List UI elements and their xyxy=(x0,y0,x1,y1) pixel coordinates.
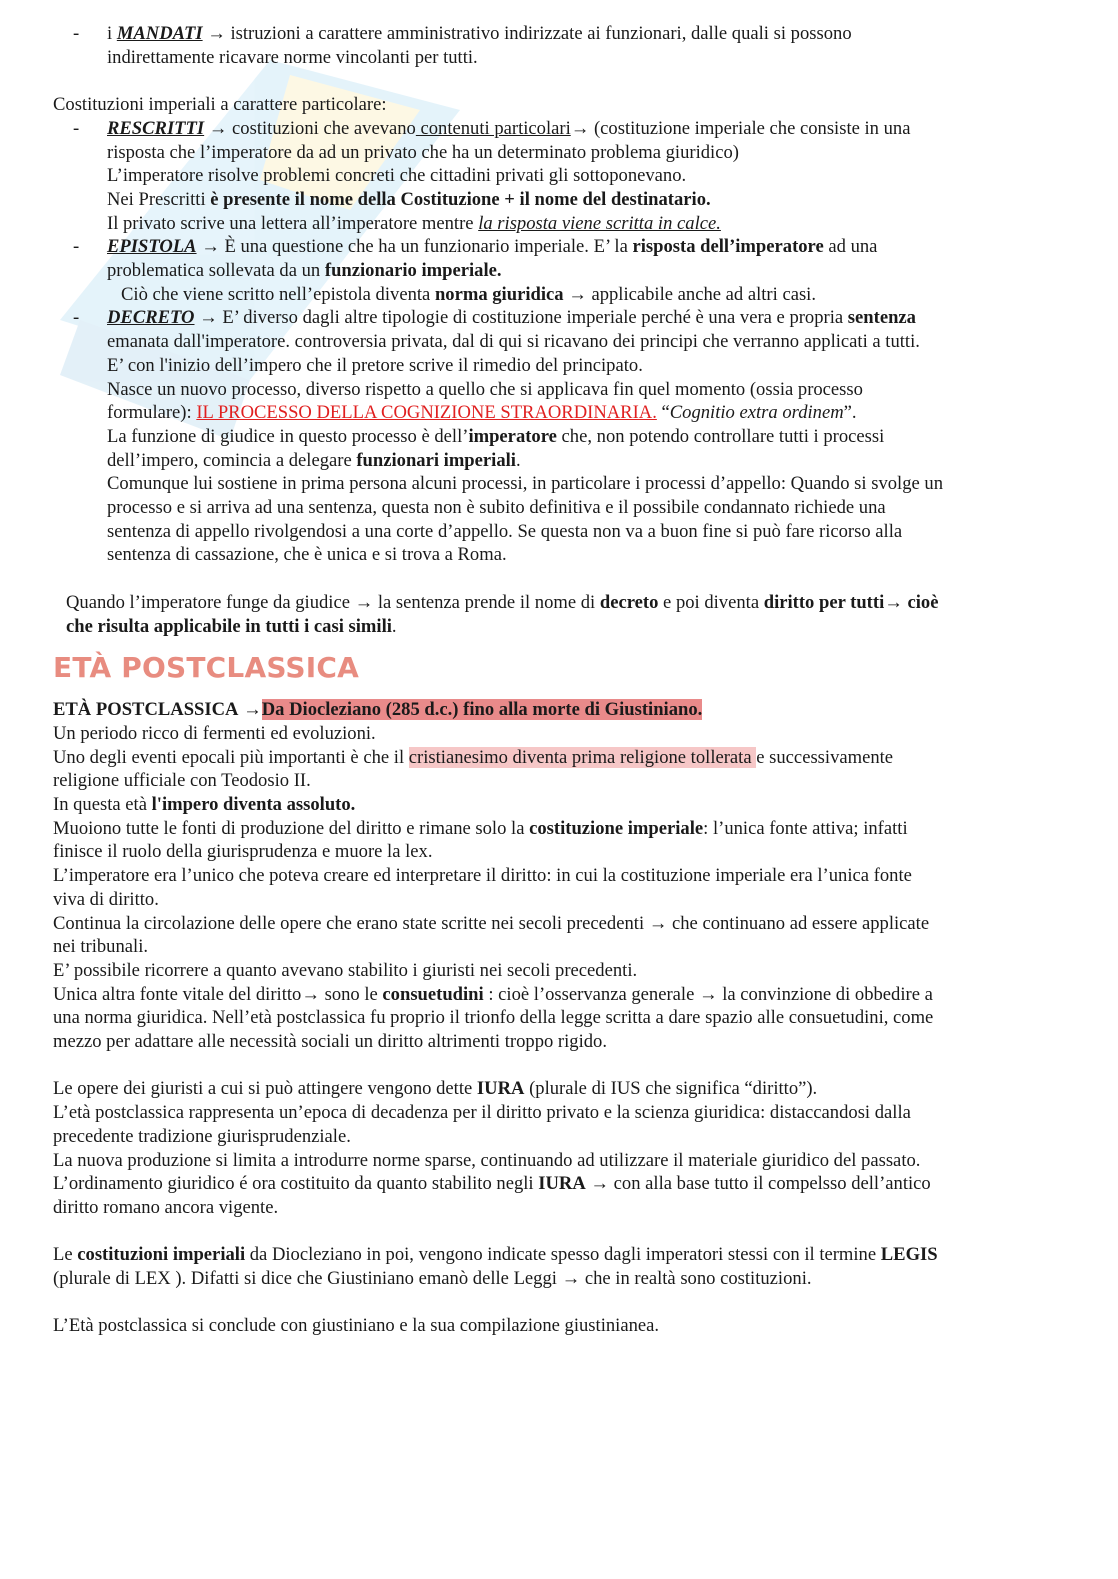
text-line: L’imperatore risolve problemi concreti che cittadini privati gli sottoponevano. xyxy=(107,165,687,187)
text-line: Continua la circolazione delle opere che erano state scritte nei secoli precedenti → che continuano ad essere applicate xyxy=(53,912,930,934)
text-line: Nasce un nuovo processo, diverso rispetto a quello che si applicava fin quel momento (ossia processo xyxy=(107,378,863,400)
text-line: E’ possibile ricorrere a quanto avevano stabilito i giuristi nei secoli precedenti. xyxy=(53,959,638,981)
text: . xyxy=(515,449,521,471)
text-bold: IURA xyxy=(538,1173,586,1195)
text-bold: sentenza xyxy=(847,307,916,329)
text-bold: IURA xyxy=(476,1078,525,1100)
text: Nei Prescritti xyxy=(107,188,211,210)
text: e poi diventa xyxy=(658,591,764,613)
text-line: (plurale di LEX ). Difatti si dice che Giustiniano emanò delle Leggi → che in realtà sono costituzioni. xyxy=(53,1268,812,1290)
text-bold: risposta dell’imperatore xyxy=(632,236,824,258)
text-bold: funzionari imperiali xyxy=(356,449,516,471)
text-bold: LEGIS xyxy=(880,1244,938,1266)
text-line: L’età postclassica rappresenta un’epoca di decadenza per il diritto privato e la scienza giuridica: distaccandosi dalla xyxy=(53,1102,911,1124)
text: Muoiono tutte le fonti di produzione del diritto e rimane solo la xyxy=(53,817,530,839)
bullet-dash: - xyxy=(73,307,80,329)
text: → È una questione che ha un funzionario imperiale. E’ la xyxy=(196,236,633,258)
text: → (costituzione imperiale che consiste in una xyxy=(570,117,911,139)
term-rescritti: RESCRITTI xyxy=(107,117,205,139)
text: : cioè l’osservanza generale → la convinzione di obbedire a xyxy=(483,983,933,1005)
text-line: religione ufficiale con Teodosio II. xyxy=(53,770,311,792)
text: “ xyxy=(656,402,670,424)
paragraph-giudice xyxy=(53,591,1053,638)
text: L’ordinamento giuridico é ora costituito da quanto stabilito negli xyxy=(53,1173,539,1195)
text: da Diocleziano in poi, vengono indicate spesso dagli imperatori stessi con il termine xyxy=(245,1244,881,1266)
text: ad una xyxy=(823,236,878,258)
text-line: La nuova produzione si limita a introdurre norme sparse, continuando ad utilizzare il materiale giuridico del passato. xyxy=(53,1149,921,1171)
text-italic: Cognitio extra ordinem xyxy=(669,402,844,424)
text-bold: imperatore xyxy=(468,425,557,447)
text: → istruzioni a carattere amministrativo indirizzate ai funzionari, dalle quali si possono xyxy=(202,23,852,44)
text-line: sentenza di appello rivolgendosi a una corte d’appello. Se questa non va a buon fine si può fare ricorso alla xyxy=(107,520,903,542)
text-underlined: contenuti particolari xyxy=(415,117,571,139)
text-line: risposta che l’imperatore da ad un privato che ha un determinato problema giuridico) xyxy=(107,141,739,163)
text-line: una norma giuridica. Nell’età postclassica fu proprio il trionfo della legge scritta a dare spazio alle consuetudini, come xyxy=(53,1007,934,1029)
text-bold: decreto xyxy=(599,591,659,613)
document-content xyxy=(53,22,1053,1338)
text: → xyxy=(238,699,262,721)
text-bold: norma giuridica xyxy=(434,283,564,305)
text-line: finisce il ruolo della giurisprudenza e muore la lex. xyxy=(53,841,433,863)
text-line: emanata dall'imperatore. controversia privata, dal di qui si ricavano dei principi che verranno applicati a tutti. xyxy=(107,331,920,353)
text-line: E’ con l'inizio dell’impero che il pretore scrive il rimedio del principato. xyxy=(107,354,643,376)
text-line: indirettamente ricavare norme vincolanti per tutti. xyxy=(107,46,478,68)
term-mandati: MANDATI xyxy=(116,23,203,44)
text-line: mezzo per adattare alle necessità sociali un diritto altrimenti troppo rigido. xyxy=(53,1031,607,1053)
text: → E’ diverso dagli altre tipologie di costituzione imperiale perché è una vera e propria xyxy=(194,307,848,329)
text: ”. xyxy=(843,402,857,424)
text: . xyxy=(391,615,397,637)
text: Le xyxy=(53,1244,78,1266)
processo-link: IL PROCESSO DELLA COGNIZIONE STRAORDINARIA. xyxy=(196,402,657,424)
section-title: ETÀ POSTCLASSICA xyxy=(53,651,360,685)
text-bold: che risulta applicabile in tutti i casi simili xyxy=(66,615,392,637)
text: Quando l’imperatore funge da giudice → la sentenza prende il nome di xyxy=(66,591,600,613)
paragraph-iura xyxy=(53,1077,1053,1219)
paragraph-legis xyxy=(53,1243,1053,1290)
text-bold: consuetudini xyxy=(382,983,484,1005)
text-italic-underlined: la risposta viene scritta in calce. xyxy=(478,212,721,234)
text-bold: diritto per tutti→ cioè xyxy=(763,591,939,613)
text-bold: ETÀ POSTCLASSICA xyxy=(53,699,239,721)
highlighted-period: Da Diocleziano (285 d.c.) fino alla morte di Giustiniano. xyxy=(261,699,703,721)
bullet-rescritti xyxy=(53,117,1053,236)
highlighted-cristianesimo: cristianesimo diventa prima religione tollerata xyxy=(408,746,757,768)
text: formulare): xyxy=(107,402,197,424)
text-line: L’imperatore era l’unico che poteva creare ed interpretare il diritto: in cui la costituzione imperiale era l’unica fonte xyxy=(53,865,912,887)
text-line: viva di diritto. xyxy=(53,888,159,910)
text: dell’impero, comincia a delegare xyxy=(107,449,357,471)
text: i xyxy=(107,23,117,44)
bullet-mandati xyxy=(53,22,1053,69)
bullet-decreto xyxy=(53,306,1053,567)
text: e successivamente xyxy=(756,746,894,768)
text: In questa età xyxy=(53,794,152,816)
text: Unica altra fonte vitale del diritto→ sono le xyxy=(53,983,383,1005)
text: (plurale di IUS che significa “diritto”). xyxy=(524,1078,818,1100)
text: → con alla base tutto il compelsso dell’antico xyxy=(585,1173,931,1195)
bullet-dash: - xyxy=(73,23,80,44)
text-bold: funzionario imperiale. xyxy=(324,260,502,282)
text-bold: costituzione imperiale xyxy=(529,817,704,839)
text-bold: è presente il nome della Costituzione + il nome del destinatario. xyxy=(210,188,711,210)
bullet-epistola xyxy=(53,235,1053,306)
text: Uno degli eventi epocali più importanti è che il xyxy=(53,746,409,768)
text: Le opere dei giuristi a cui si può attingere vengono dette xyxy=(53,1078,477,1100)
text: La funzione di giudice in questo processo è dell’ xyxy=(107,425,469,447)
bullet-dash: - xyxy=(73,236,80,258)
paragraph-postclassica xyxy=(53,698,1053,1054)
text-line: Un periodo ricco di fermenti ed evoluzioni. xyxy=(53,722,376,744)
text-line: processo e si arriva ad una sentenza, questa non è subito definitiva e il possibile condannato richiede una xyxy=(107,497,886,519)
text-line: diritto romano ancora vigente. xyxy=(53,1197,279,1218)
text: che, non potendo controllare tutti i processi xyxy=(556,425,885,447)
paragraph-closing: L’Età postclassica si conclude con giustiniano e la sua compilazione giustinianea. xyxy=(53,1315,660,1337)
text-bold: costituzioni imperiali xyxy=(77,1244,246,1266)
text: → costituzioni che avevano xyxy=(204,117,416,139)
bullet-dash: - xyxy=(73,117,80,139)
text-line: sentenza di cassazione, che è unica e si trova a Roma. xyxy=(107,544,507,566)
heading-particolari: Costituzioni imperiali a carattere particolare: xyxy=(53,94,387,116)
text: : l’unica fonte attiva; infatti xyxy=(703,817,908,839)
text-line: precedente tradizione giurisprudenziale. xyxy=(53,1125,351,1147)
term-epistola: EPISTOLA xyxy=(107,236,197,258)
text-line: nei tribunali. xyxy=(53,936,149,958)
text-bold: l'impero diventa assoluto. xyxy=(151,794,356,816)
text-line: Comunque lui sostiene in prima persona alcuni processi, in particolare i processi d’appello: Quando si svolge un xyxy=(107,473,944,495)
text: → applicabile anche ad altri casi. xyxy=(563,283,816,305)
text: Il privato scrive una lettera all’imperatore mentre xyxy=(107,212,479,234)
text: problematica sollevata da un xyxy=(107,260,325,282)
text: Ciò che viene scritto nell’epistola diventa xyxy=(121,283,435,305)
term-decreto: DECRETO xyxy=(107,307,195,329)
